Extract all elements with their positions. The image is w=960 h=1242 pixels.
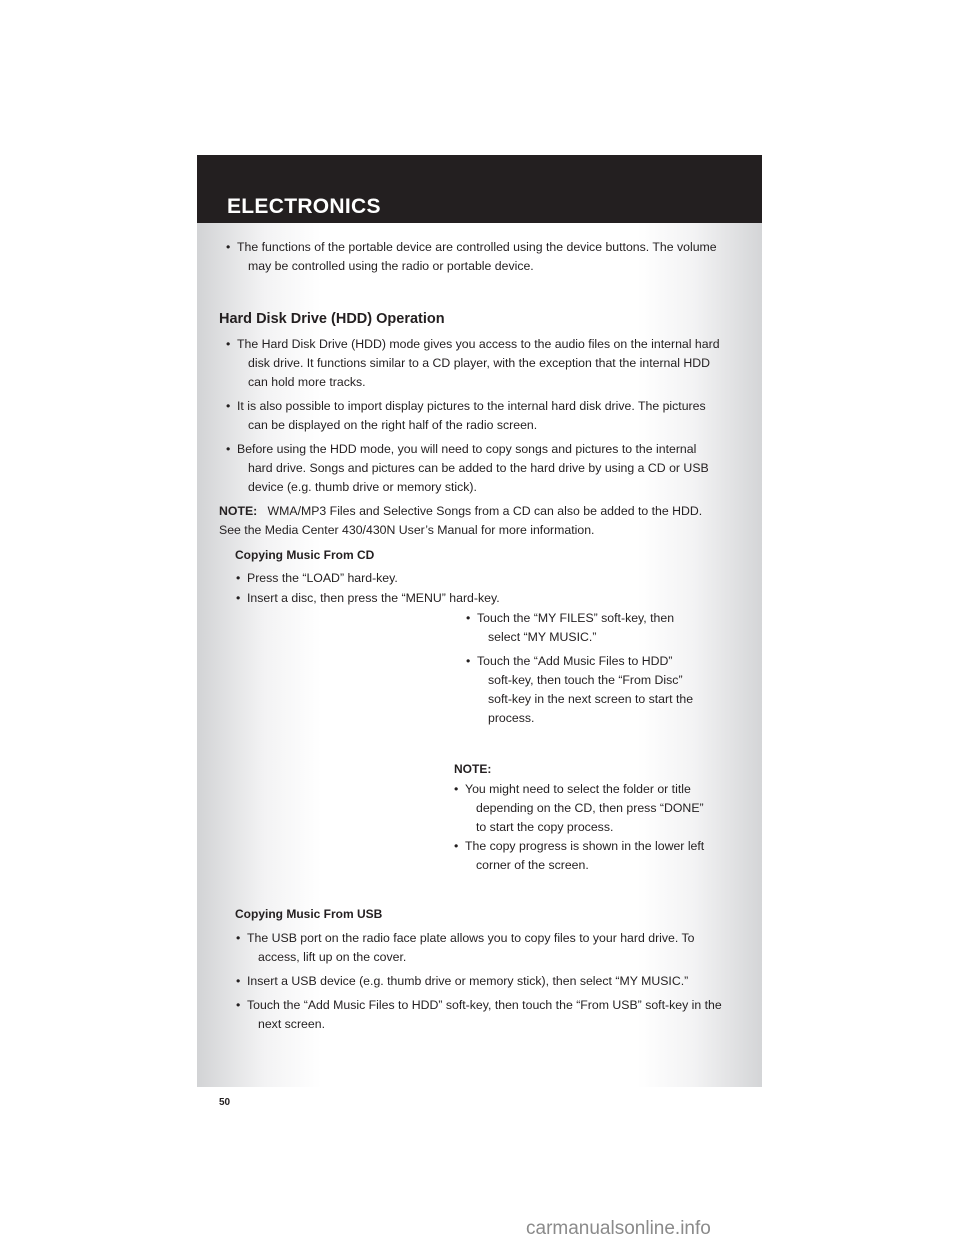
manual-page — [197, 155, 762, 1108]
line: access, lift up on the cover. — [258, 950, 407, 964]
hdd-bullet: • Before using the HDD mode, you will need to copy songs and pictures to the internal hard drive. Songs and pictures can be added to the hard drive by using a CD or USB device (e.g. thumb drive or memory stick). — [237, 440, 709, 497]
line: can hold more tracks. — [248, 375, 366, 389]
line: process. — [488, 711, 535, 725]
line: select “MY MUSIC.” — [488, 630, 597, 644]
hdd-bullet: • It is also possible to import display pictures to the internal hard disk drive. The pictures can be displayed on the right half of the radio screen. — [237, 397, 706, 435]
line: depending on the CD, then press “DONE” — [476, 801, 704, 815]
line: soft-key in the next screen to start the — [488, 692, 694, 706]
line: You might need to select the folder or title — [465, 782, 691, 796]
cd-note-label: NOTE: — [454, 762, 492, 776]
section-header — [197, 155, 762, 223]
hdd-bullet: • The Hard Disk Drive (HDD) mode gives you access to the audio files on the internal hard disk drive. It functions similar to a CD player, with the exception that the internal HDD can hold more tracks. — [237, 335, 720, 392]
line: Touch the “Add Music Files to HDD” — [477, 654, 673, 668]
line: The functions of the portable device are controlled using the device buttons. The volume — [237, 240, 717, 254]
line: It is also possible to import display pictures to the internal hard disk drive. The pictures — [237, 399, 706, 413]
page-number: 50 — [219, 1097, 231, 1108]
hdd-note — [219, 502, 702, 540]
line: See the Media Center 430/430N User’s Manual for more information. — [219, 523, 595, 537]
line: soft-key, then touch the “From Disc” — [488, 673, 683, 687]
watermark: carmanualsonline.info — [526, 1218, 711, 1239]
line: Insert a disc, then press the “MENU” hard-key. — [247, 591, 500, 605]
line: The Hard Disk Drive (HDD) mode gives you access to the audio files on the internal hard — [237, 337, 720, 351]
line: next screen. — [258, 1017, 325, 1031]
cd-right-bullet: • Touch the “Add Music Files to HDD” soft-key, then touch the “From Disc” soft-key in the next screen to start the process. — [477, 652, 693, 728]
usb-bullet: • The USB port on the radio face plate allows you to copy files to your hard drive. To access, lift up on the cover. — [247, 929, 695, 967]
usb-heading: Copying Music From USB — [235, 907, 383, 921]
hdd-heading: Hard Disk Drive (HDD) Operation — [219, 311, 445, 327]
line: disk drive. It functions similar to a CD player, with the exception that the internal HDD — [248, 356, 711, 370]
cd-note-bullet: • You might need to select the folder or title depending on the CD, then press “DONE” to start the copy process. — [465, 780, 704, 837]
cd-note-bullet: • The copy progress is shown in the lower left corner of the screen. — [465, 837, 704, 875]
line: to start the copy process. — [476, 820, 614, 834]
line: may be controlled using the radio or portable device. — [248, 259, 534, 273]
line: Before using the HDD mode, you will need to copy songs and pictures to the internal — [237, 442, 697, 456]
line: hard drive. Songs and pictures can be added to the hard drive by using a CD or USB — [248, 461, 709, 475]
section-title: ELECTRONICS — [227, 195, 381, 218]
usb-bullet: • Insert a USB device (e.g. thumb drive or memory stick), then select “MY MUSIC.” — [247, 972, 688, 991]
line: can be displayed on the right half of the radio screen. — [248, 418, 538, 432]
line: corner of the screen. — [476, 858, 589, 872]
line: Touch the “MY FILES” soft-key, then — [477, 611, 675, 625]
line: The copy progress is shown in the lower left — [465, 839, 705, 853]
line: device (e.g. thumb drive or memory stick). — [248, 480, 477, 494]
cd-bullet: • Press the “LOAD” hard-key. — [247, 569, 398, 588]
cd-bullet: • Insert a disc, then press the “MENU” hard-key. — [247, 589, 500, 608]
line: Press the “LOAD” hard-key. — [247, 571, 398, 585]
usb-bullet: • Touch the “Add Music Files to HDD” soft-key, then touch the “From USB” soft-key in the next screen. — [247, 996, 722, 1034]
cd-heading: Copying Music From CD — [235, 548, 375, 562]
line: Touch the “Add Music Files to HDD” soft-key, then touch the “From USB” soft-key in the — [247, 998, 722, 1012]
line: Insert a USB device (e.g. thumb drive or memory stick), then select “MY MUSIC.” — [247, 974, 689, 988]
cd-right-bullet: • Touch the “MY FILES” soft-key, then select “MY MUSIC.” — [477, 609, 674, 647]
note-label: NOTE: — [219, 504, 258, 518]
line: WMA/MP3 Files and Selective Songs from a CD can also be added to the HDD. — [267, 504, 703, 518]
line: The USB port on the radio face plate allows you to copy files to your hard drive. To — [247, 931, 695, 945]
intro-bullet: • The functions of the portable device are controlled using the device buttons. The volume may be controlled using the radio or portable device. — [237, 238, 717, 276]
